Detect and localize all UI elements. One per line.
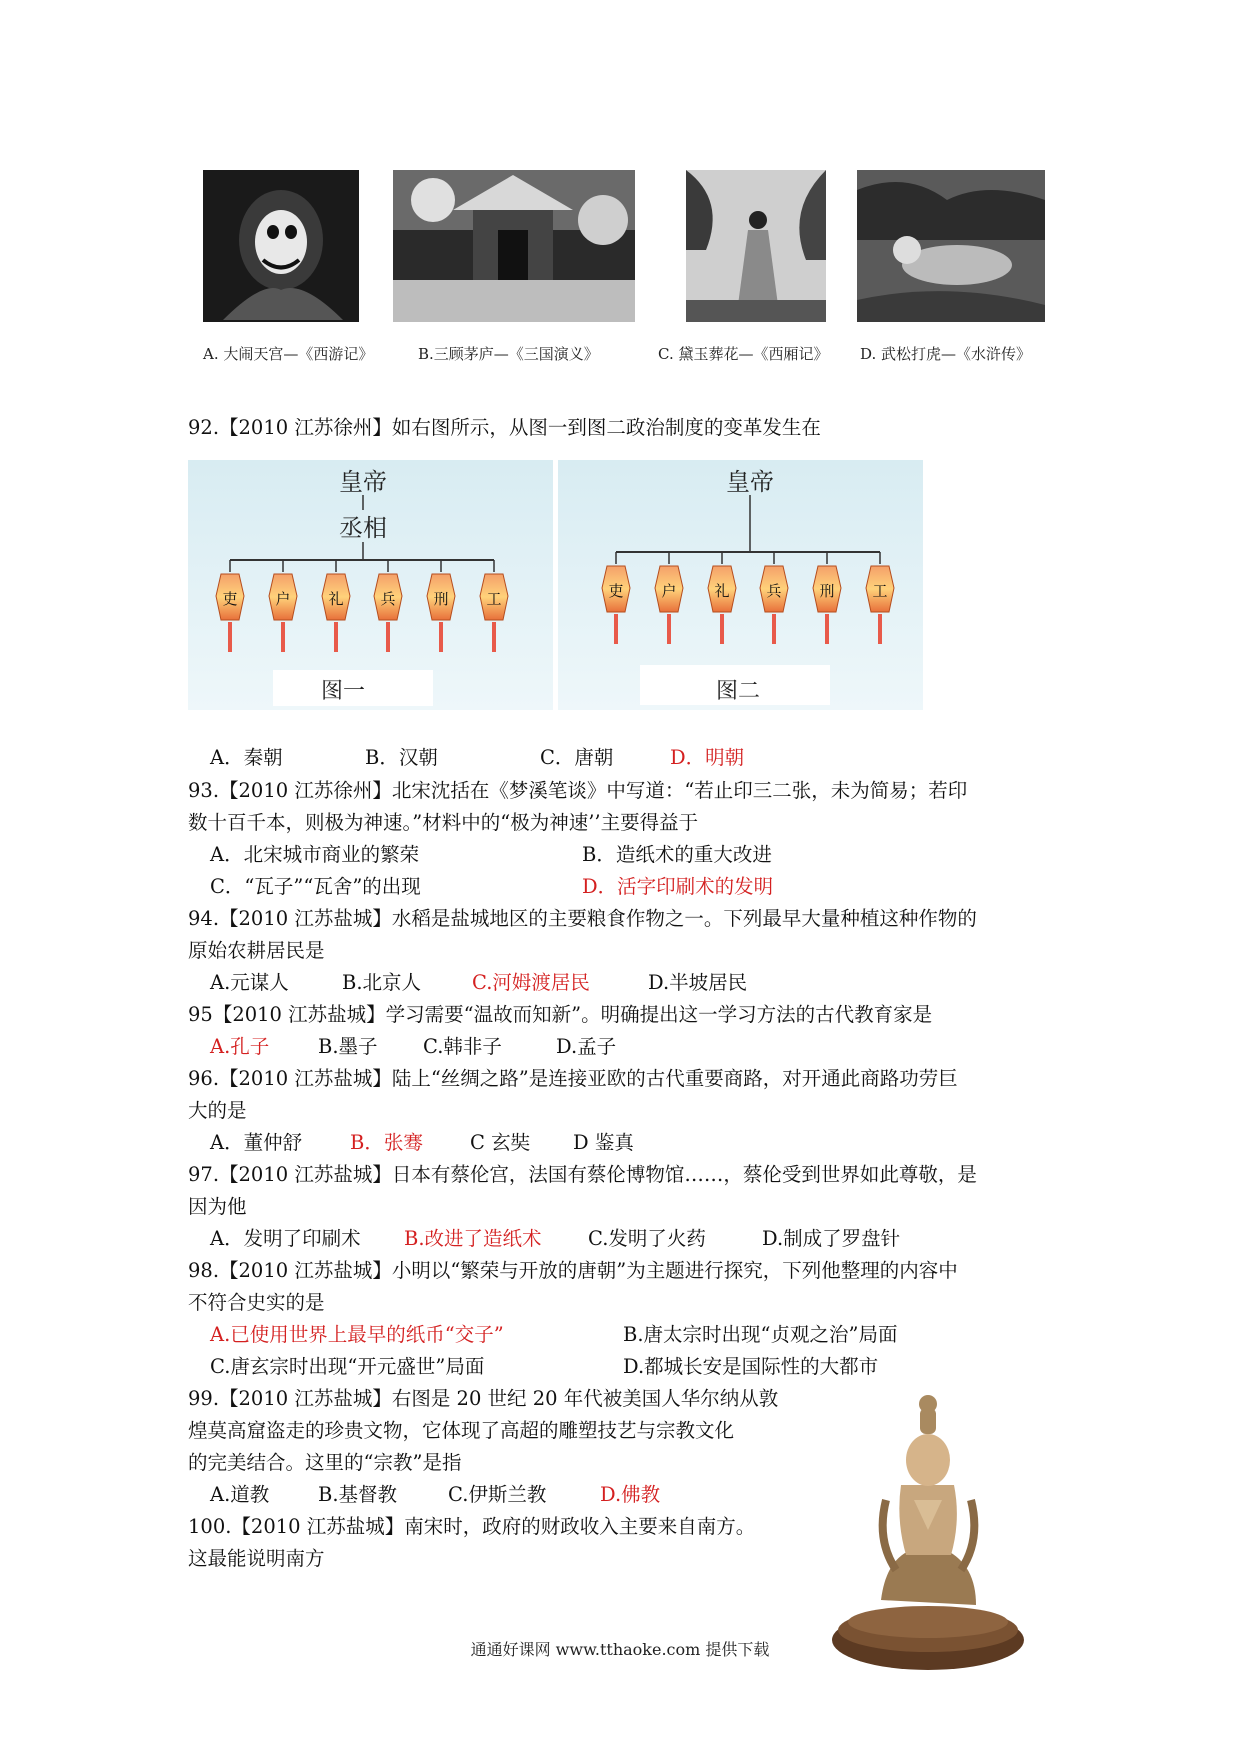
q98-stem-2: 不符合史实的是 [188, 1291, 325, 1314]
q94-option-c: C.河姆渡居民 [472, 971, 590, 994]
diagram2-label: 图二 [715, 679, 761, 704]
q93-option-d: D．活字印刷术的发明 [582, 875, 774, 898]
q94-option-a: A.元谋人 [210, 971, 289, 994]
image-daiyu-burying-flowers [686, 170, 826, 322]
q99-stem-3: 的完美结合。这里的“宗教”是指 [188, 1451, 462, 1474]
d1-ministry-5: 刑 [433, 590, 449, 608]
q92-option-c: C．唐朝 [540, 746, 614, 769]
q95-option-c: C.韩非子 [423, 1035, 502, 1058]
q100-stem-2: 这最能说明南方 [188, 1547, 325, 1570]
q98-option-c: C.唐玄宗时出现“开元盛世”局面 [210, 1355, 485, 1378]
q96-option-c: C 玄奘 [470, 1131, 531, 1154]
d1-ministry-2: 户 [275, 590, 291, 608]
caption-b: B.三顾茅庐—《三国演义》 [418, 345, 599, 363]
q95-stem: 95【2010 江苏盐城】学习需要“温故而知新”。明确提出这一学习方法的古代教育家是 [188, 1003, 933, 1026]
q92-stem: 92.【2010 江苏徐州】如右图所示，从图一到图二政治制度的变革发生在 [188, 416, 821, 439]
q94-option-b: B.北京人 [342, 971, 422, 994]
q93-option-c: C．“瓦子”“瓦舍”的出现 [210, 875, 421, 898]
image-buddhist-statue [826, 1390, 1030, 1672]
caption-c: C. 黛玉葬花—《西厢记》 [658, 345, 829, 363]
q97-stem-1: 97.【2010 江苏盐城】日本有蔡伦宫，法国有蔡伦博物馆……，蔡伦受到世界如此尊敬，是 [188, 1163, 977, 1186]
q98-stem-1: 98.【2010 江苏盐城】小明以“繁荣与开放的唐朝”为主题进行探究，下列他整理的内容中 [188, 1259, 958, 1282]
diagram1-label: 图一 [320, 679, 366, 704]
q92-option-b: B．汉朝 [365, 746, 438, 769]
d1-ministry-1: 吏 [222, 590, 238, 608]
q92-option-a: A．秦朝 [210, 746, 283, 769]
q99-option-b: B.基督教 [318, 1483, 398, 1506]
q96-stem-1: 96.【2010 江苏盐城】陆上“丝绸之路”是连接亚欧的古代重要商路，对开通此商路功劳巨 [188, 1067, 958, 1090]
q94-stem-2: 原始农耕居民是 [188, 939, 325, 962]
q96-option-d: D 鉴真 [573, 1131, 634, 1154]
q97-option-d: D.制成了罗盘针 [762, 1227, 901, 1250]
d2-ministry-2: 户 [661, 582, 677, 600]
caption-a: A. 大闹天宫—《西游记》 [203, 345, 374, 363]
diagram-figure-one [188, 460, 553, 710]
q98-option-d: D.都城长安是国际性的大都市 [623, 1355, 879, 1378]
q99-stem-2: 煌莫高窟盗走的珍贵文物，它体现了高超的雕塑技艺与宗教文化 [188, 1419, 735, 1442]
d2-ministry-6: 工 [872, 582, 888, 600]
image-havoc-in-heaven [203, 170, 359, 322]
q99-stem-1: 99.【2010 江苏盐城】右图是 20 世纪 20 年代被美国人华尔纳从敦 [188, 1387, 779, 1410]
q95-option-b: B.墨子 [318, 1035, 378, 1058]
d2-ministry-3: 礼 [714, 582, 730, 600]
d1-ministry-6: 工 [486, 590, 502, 608]
image-wusong-tiger [857, 170, 1045, 322]
q92-option-d: D．明朝 [670, 746, 745, 769]
q99-option-d: D.佛教 [600, 1483, 661, 1506]
q96-stem-2: 大的是 [188, 1099, 247, 1122]
q100-stem-1: 100.【2010 江苏盐城】南宋时，政府的财政收入主要来自南方。 [188, 1515, 756, 1538]
page-footer: 通通好课网 www.tthaoke.com 提供下载 [470, 1640, 770, 1659]
diagram1-chancellor: 丞相 [339, 514, 387, 542]
q97-option-c: C.发明了火药 [588, 1227, 706, 1250]
q95-option-d: D.孟子 [556, 1035, 617, 1058]
q93-stem-1: 93.【2010 江苏徐州】北宋沈括在《梦溪笔谈》中写道：“若止印三二张，未为简易；若印 [188, 779, 968, 802]
d2-ministry-5: 刑 [819, 582, 835, 600]
q96-option-a: A．董仲舒 [210, 1131, 303, 1154]
q94-stem-1: 94.【2010 江苏盐城】水稻是盐城地区的主要粮食作物之一。下列最早大量种植这种作物的 [188, 907, 977, 930]
image-three-visits [393, 170, 635, 322]
q93-stem-2: 数十百千本，则极为神速。”材料中的“极为神速’’主要得益于 [188, 811, 699, 834]
d2-ministry-4: 兵 [766, 582, 782, 600]
q99-option-c: C.伊斯兰教 [448, 1483, 547, 1506]
d1-ministry-4: 兵 [380, 590, 396, 608]
q96-option-b: B．张骞 [350, 1131, 423, 1154]
diagram-figure-two [558, 460, 923, 710]
q93-option-b: B．造纸术的重大改进 [582, 843, 772, 866]
q93-option-a: A．北宋城市商业的繁荣 [210, 843, 420, 866]
caption-d: D. 武松打虎—《水浒传》 [860, 345, 1032, 363]
d2-ministry-1: 吏 [608, 582, 624, 600]
diagram1-emperor: 皇帝 [339, 468, 387, 496]
diagram2-emperor: 皇帝 [726, 468, 774, 496]
q94-option-d: D.半坡居民 [648, 971, 748, 994]
q97-option-b: B.改进了造纸术 [404, 1227, 542, 1250]
q99-option-a: A.道教 [210, 1483, 270, 1506]
q97-option-a: A．发明了印刷术 [210, 1227, 361, 1250]
q98-option-a: A.已使用世界上最早的纸币“交子” [210, 1323, 504, 1346]
q97-stem-2: 因为他 [188, 1195, 247, 1218]
q95-option-a: A.孔子 [210, 1035, 270, 1058]
q98-option-b: B.唐太宗时出现“贞观之治”局面 [623, 1323, 898, 1346]
d1-ministry-3: 礼 [328, 590, 344, 608]
